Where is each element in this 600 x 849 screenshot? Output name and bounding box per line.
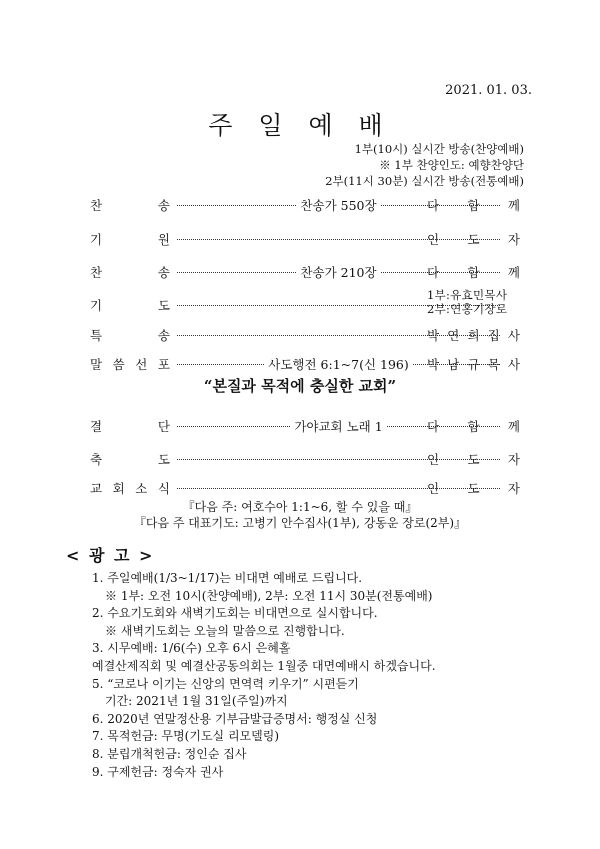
- next-week: [0, 499, 600, 531]
- order-leader: 인 도 자: [427, 232, 520, 247]
- order-row: [90, 194, 528, 214]
- order-leader: 1부:유효민목사 2부:연홍기장로: [427, 288, 508, 316]
- broadcast-notes: [325, 141, 524, 189]
- announcement-item: 3. 시무예배: 1/6(수) 오후 6시 은혜홀: [92, 641, 291, 656]
- order-row: [90, 261, 528, 281]
- order-label: 특 송: [90, 328, 170, 343]
- announcement-item: 6. 2020년 연말정산용 기부금발급증명서: 행정실 신청: [92, 711, 378, 726]
- announcement-item: 7. 목적헌금: 무명(기도실 리모델링): [92, 729, 279, 744]
- announcement-item: 예결산제직회 및 예결산공동의회는 1월중 대면예배시 하겠습니다.: [92, 658, 436, 673]
- order-content: 찬송가 210장: [177, 263, 500, 279]
- order-leader: 인 도 자: [427, 481, 520, 496]
- order-label: 교 회 소 식: [90, 481, 170, 496]
- order-label: 기 도: [90, 298, 170, 313]
- order-row: [90, 324, 528, 344]
- announcement-item: 2. 수요기도회와 새벽기도회는 비대면으로 실시합니다.: [92, 606, 378, 621]
- next-week-line: 『다음 주 대표기도: 고병기 안수집사(1부), 강동운 장로(2부)』: [133, 516, 467, 530]
- order-label: 결 단: [90, 419, 170, 434]
- order-label: 찬 송: [90, 198, 170, 213]
- sermon-title: “본질과 목적에 충실한 교회”: [203, 377, 397, 395]
- announcement-item: 1. 주일예배(1/3~1/17)는 비대면 예배로 드립니다.: [92, 571, 363, 585]
- order-leader: 다 함 께: [427, 419, 520, 434]
- announcement-item: 기간: 2021년 1월 31일(주일)까지: [105, 694, 288, 709]
- order-leader: 다 함 께: [427, 265, 520, 280]
- order-label: 찬 송: [90, 265, 170, 280]
- broadcast-note: 2부(11시 30분) 실시간 방송(전통예배): [325, 174, 524, 188]
- date: 2021. 01. 03.: [445, 83, 532, 98]
- order-leader: 박 남 규 목 사: [427, 357, 520, 372]
- announcement-item: ※ 1부: 오전 10시(찬양예배), 2부: 오전 11시 30분(전통예배): [105, 588, 433, 603]
- order-content: 사도행전 6:1~7(신 196): [177, 355, 500, 371]
- announcement-item: 9. 구제헌금: 정숙자 권사: [92, 764, 224, 779]
- order-content: 찬송가 550장: [177, 196, 500, 212]
- order-label: 말 씀 선 포: [90, 357, 170, 372]
- announcement-item: 8. 분립개척헌금: 정인순 집사: [92, 746, 247, 761]
- order-label: 축 도: [90, 452, 170, 467]
- order-label: 기 원: [90, 232, 170, 247]
- order-row: [90, 448, 528, 468]
- order-row: [90, 477, 528, 497]
- order-leader: 다 함 께: [427, 198, 520, 213]
- order-leader: 박 연 희 집 사: [427, 328, 520, 343]
- broadcast-note: 1부(10시) 실시간 방송(찬양예배): [354, 142, 524, 156]
- announcements-title: < 광 고 >: [66, 546, 155, 565]
- order-row: [90, 353, 528, 373]
- announcements-list: [92, 570, 436, 781]
- next-week-line: 『다음 주: 여호수아 1:1~6, 할 수 있을 때』: [182, 500, 418, 514]
- order-leader: 인 도 자: [427, 452, 520, 467]
- order-row: [90, 288, 528, 316]
- announcement-item: ※ 새벽기도회는 오늘의 말씀으로 진행합니다.: [105, 623, 345, 638]
- page-title: 주 일 예 배: [208, 111, 392, 140]
- broadcast-note: ※ 1부 찬양인도: 예향찬양단: [379, 158, 524, 172]
- order-content: 가야교회 노래 1: [177, 417, 500, 433]
- announcement-item: 5. “코로나 이기는 신앙의 면역력 키우기” 시편듣기: [92, 676, 359, 691]
- order-row: [90, 228, 528, 248]
- order-row: [90, 415, 528, 435]
